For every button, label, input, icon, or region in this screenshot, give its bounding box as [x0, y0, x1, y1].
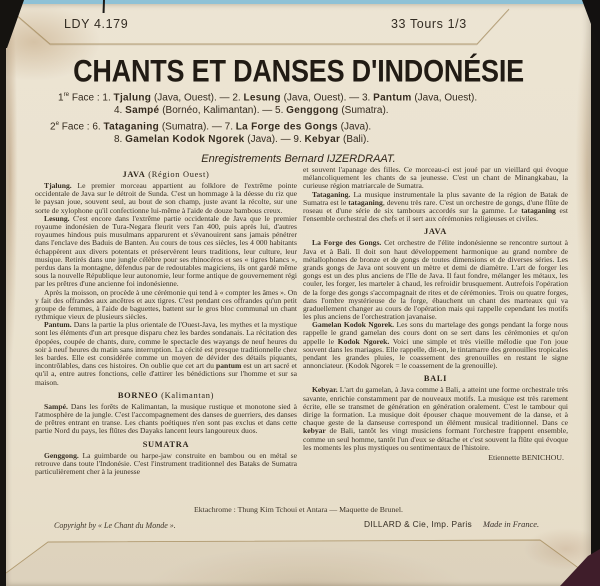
section-heading-java: JAVA — [424, 227, 447, 237]
para-pantum: Pantum. Dans la partie la plus orientale de l'Ouest-Java, les mythes et la mystique sont les éléments d'un art presque disparu chez les bardes sondanais. La récitation des épopées, coupée de chants, dure, comme le spectacle des wayangs de neuf heures du soir à neuf heures du matin sans interruption. La cécité est presque traditionnelle chez les bardes. Elle est considérée comme un moyen de dévider des détails piquants, incontrôlables, dans ces histoires. On oublie que cet art du pantum est un art sacré et qu'il a, entre autres fonctions, celle d'attirer les bénédictions sur l'homme et sur sa maison. — [35, 320, 297, 387]
para-kebyar: Kebyar. L'art du gamelan, à Java comme à Bali, a atteint une forme orchestrale très savante, enrichie constamment par de nouveaux motifs. La musique est très rarement écrite, elle se transmet de génération en génération oralement. C'est le tambour qui dirige la formation. La musique doit épouser chaque mouvement de la danse, et à chaque geste de la danseuse correspond un élément musical traditionnel. Dans ce kebyar de Bali, tantôt les vingt musiciens formant l'orchestre frappent ensemble, comme un seul homme, tantôt l'un d'eux se détache et c'est souvent la flûte qui évoque les moments les plus mystiques ou sentimentaux de l'histoire. — [303, 385, 568, 452]
left-column — [35, 166, 297, 476]
author-signature: Etiennette BENICHOU. — [488, 452, 564, 462]
right-column — [303, 166, 568, 462]
printer-credit: DILLARD & Cie, Imp. Paris — [364, 519, 473, 529]
photo-credit: Ektachrome : Thung Kim Tchoui et Antara — Maquette de Brunel. — [194, 505, 403, 514]
para-genggong-continued: et souvent l'apanage des filles. Ce morceau-ci est joué par un vieillard qui évoque mélancoliquement les chants de sa jeunesse. C'est un chant de Minangkabau, la curieuse région matriarcale de Sumatra. — [303, 165, 568, 191]
bottom-fold-line — [6, 540, 591, 577]
tracklist — [6, 91, 591, 165]
tracklist-line-side1a: 1re Face : 1. Tjalung (Java, Ouest). — 2. Lesung (Java, Ouest). — 3. Pantum (Java, Ouest). — [58, 91, 478, 104]
tracklist-line-side2b: 8. Gamelan Kodok Ngorek (Java). — 9. Kebyar (Bali). — [114, 134, 370, 146]
para-forge-des-gongs: La Forge des Gongs. Cet orchestre de l'élite indonésienne se rencontre surtout à Java et à Bali. Il doit son haut développement harmonique au grand nombre de métallophones de bronze et de gongs de toutes dimensions et de diverses séries. Les grands gongs de Java ont souvent un mètre et demi de diamètre. L'art de forger les gongs est un des plus anciens de l'Ile de Java. Il faut fondre, mélanger les métaux, les couler, les forger, les marteler à chaud, les refroidir brusquement. Autrefois l'opération de la forge des gongs s'accompagnait de rites et de cérémonies. Trois ou quatre forges, dans l'ombre mystérieuse de la forge, ébauchent un chant des marteaux qui va graduellement changer au cours de l'opération mais qui rappelle cependant les motifs les plus anciens de l'orchestration javanaise. — [303, 238, 568, 322]
format-label: 33 Tours 1/3 — [391, 17, 467, 31]
bottom-flap-shade — [6, 540, 591, 586]
para-tjalung: Tjalung. Le premier morceau appartient au folklore de l'extrême pointe occidentale de Java sur le détroit de Sunda. C'est un hommage à la déesse du riz que le paysan joue, souvent seul, au bout de son champ, juste avant la récolte, sur une sorte de xylophone qu'il confectionne lui-même à l'aide de douze bambous creux. — [35, 181, 297, 215]
copyright-notice: Copyright by « Le Chant du Monde ». — [54, 521, 176, 530]
tracklist-line-side2a: 2e Face : 6. Tataganing (Sumatra). — 7. La Forge des Gongs (Java). — [50, 119, 372, 133]
right-edge — [591, 0, 600, 586]
sleeve-paper — [6, 4, 591, 586]
para-genggong: Genggong. La guimbarde ou harpe-jaw construite en bambou ou en métal se retrouve dans toute l'Indonésie. C'est l'instrument traditionnel des Bataks de Sumatra particulièrement cher à la jeunesse — [35, 450, 297, 477]
para-lesung: Lesung. C'est encore dans l'extrême partie occidentale de Java que le premier royaume indonésien de Tura-Negara fleurit vers l'an 400, puis après lui, d'autres royaumes hindous puis musulmans apparurent et s'évanouirent sans jamais pénétrer dans l'enclave des Baduis de Banten. Au cours de tous ces siècles, les 4 000 habitants échappèrent aux divers potentats et préservèrent leurs traditions, leur culture, leur musique. Retirés dans une jungle célèbre pour ses rhinocéros et ses « tigres blancs », perdus dans la montagne, défendus par de redoutables magiciens, ils ont gardé même sous la nouvelle République leur autonomie, leur forme antique de gouvernement régi par les prêtres d'une ancienne foi indonésienne. — [35, 213, 297, 289]
made-in-label: Made in France. — [483, 520, 540, 529]
section-heading-sumatra: SUMATRA — [142, 439, 190, 449]
section-heading-java-ouest: JAVA (Région Ouest) — [122, 170, 210, 179]
para-kodok-ngorek: Gamelan Kodok Ngorek. Les sons du martelage des gongs pendant la forge nous rappelle le grand gamelan des cours dont on se sert dans les cérémonies et qu'on appelle le Kodok Ngorek. Voici une simple et très vieille mélodie que l'on joue souvent dans les mariages. Elle rappelle, dit-on, le tintamarre des grenouilles tropicales pendant les grandes pluies, le coassement des grenouilles en restant le signe annonciateur. (Kodok Ngorek = le coassement de la grenouille). — [303, 320, 569, 371]
para-lesung-ceremony: Après la moisson, on procède à une cérémonie qui tend à « compter les âmes ». On y fait des offrandes aux ancêtres et aux tigres. C'est pendant ces offrandes qu'un petit groupe de femmes, à l'aide de baguettes, battent sur le gros bloc communal un chant rythmique vieux de plusieurs siècles. — [35, 287, 297, 322]
section-heading-borneo: BORNEO (Kalimantan) — [117, 390, 215, 400]
para-sampe: Sampé. Dans les forêts de Kalimantan, la musique rustique et monotone sied à l'atmosphère de la jungle. C'est l'accompagnement des danses de guerriers, des danses de prêtres entrant en transe. Les chants poétiques n'en sont pas exclus et dans cette partie Nord du pays, les flûtes des Dayaks lancent leurs langoureux duos. — [35, 401, 297, 436]
album-title: CHANTS ET DANSES D'INDONÉSIE — [73, 53, 524, 89]
recording-credit: Enregistrements Bernard IJZERDRAAT. — [201, 152, 396, 165]
tracklist-line-side1b: 4. Sampé (Bornéo, Kalimantan). — 5. Genggong (Sumatra). — [114, 105, 389, 117]
section-heading-bali: BALI — [423, 374, 448, 384]
para-tataganing: Tataganing. La musique instrumentale la plus savante de la région de Batak de Sumatra est le tataganing, devenu très rare. C'est un orchestre de gongs, d'une flûte de roseau et d'une série de six tambours accordés sur la gamme. Le tataganing est l'ensemble orchestral des chefs et il sert aux cérémonies religieuses et civiles. — [303, 189, 568, 224]
catalog-number: LDY 4.179 — [64, 17, 129, 31]
